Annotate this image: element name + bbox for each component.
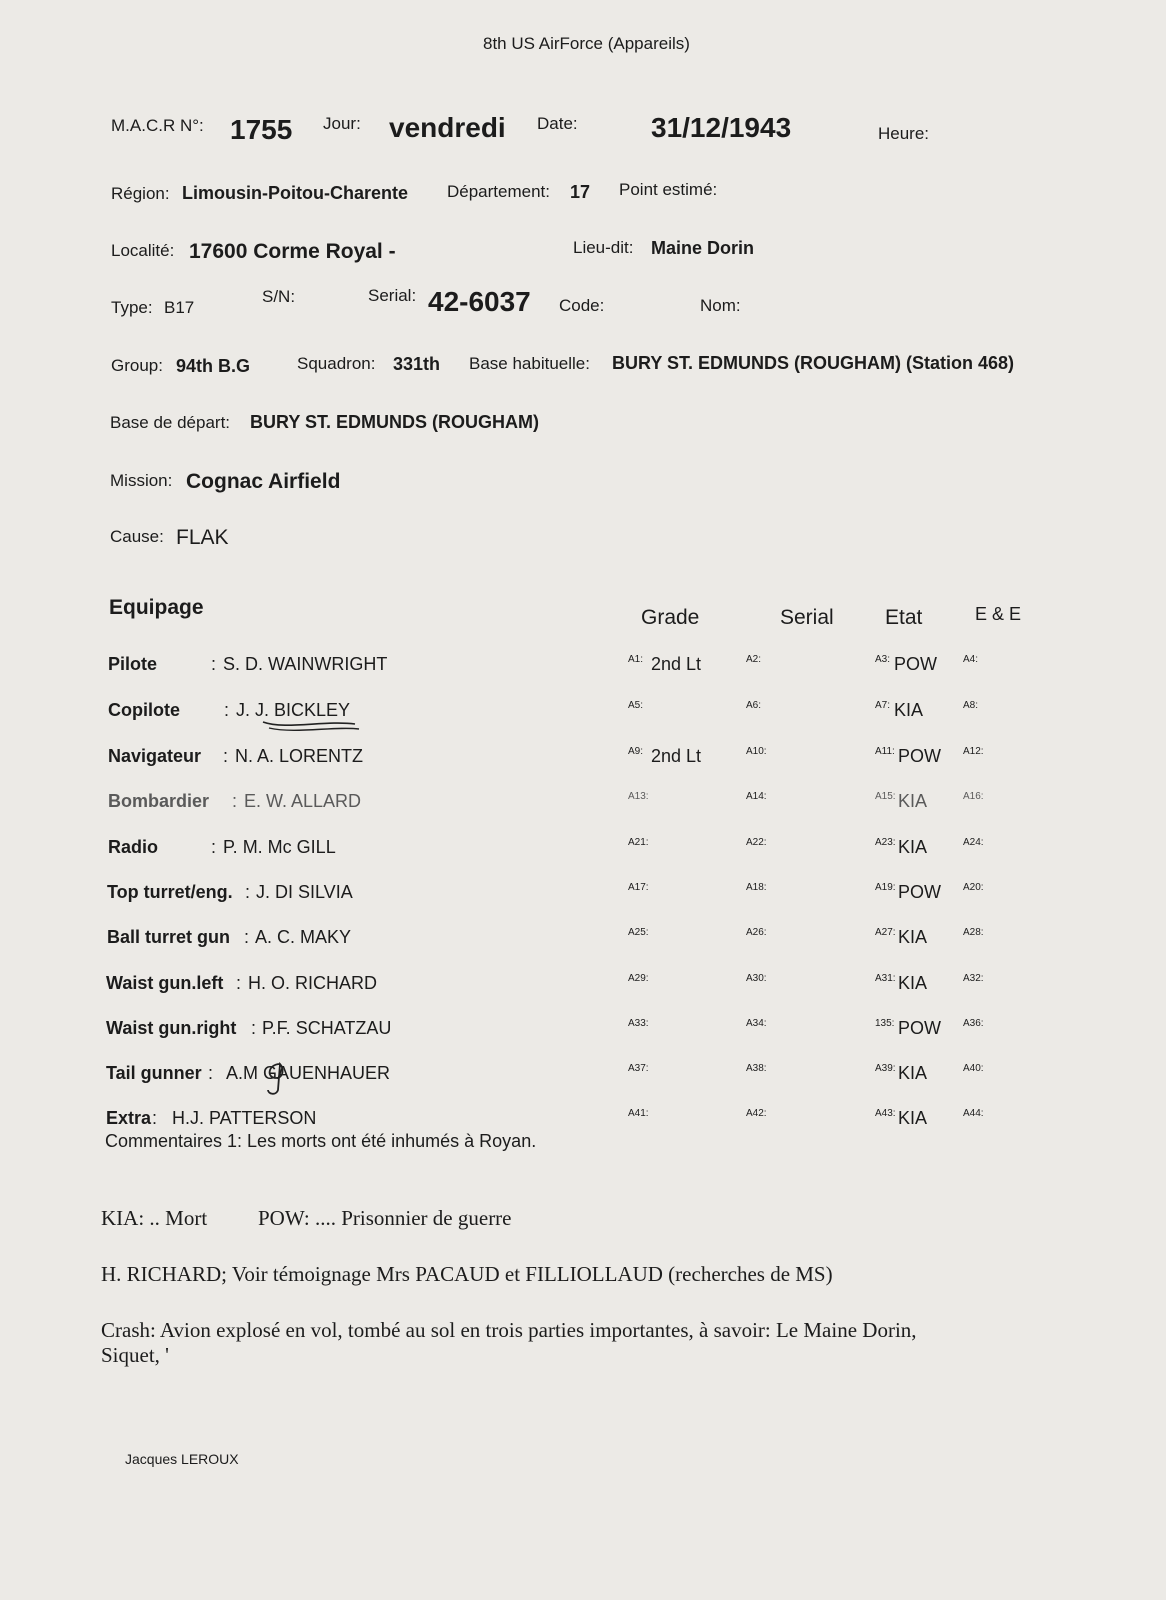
- point-estime-label: Point estimé:: [619, 180, 718, 199]
- crew-separator: :: [211, 654, 217, 674]
- crew-etat: POW: [898, 746, 941, 766]
- departement-value: 17: [570, 182, 591, 202]
- crew-code-ee: A28:: [963, 927, 984, 938]
- crew-code-grade: A9:: [628, 746, 644, 757]
- crew-name: P.F. SCHATZAU: [262, 1018, 392, 1038]
- crew-code-ee: A24:: [963, 837, 984, 848]
- crew-role: Navigateur: [108, 746, 202, 766]
- crew-role: Waist gun.left: [106, 973, 224, 993]
- crew-separator: :: [251, 1018, 257, 1038]
- localite-label: Localité:: [111, 241, 175, 260]
- localite-value: 17600 Corme Royal -: [189, 240, 396, 263]
- crew-code-serial: A10:: [746, 746, 767, 757]
- date-value: 31/12/1943: [651, 112, 792, 143]
- crew-code-serial: A6:: [746, 700, 762, 711]
- crew-name: J. DI SILVIA: [256, 882, 353, 902]
- crew-code-grade: A1:: [628, 654, 644, 665]
- base-label: Base habituelle:: [469, 354, 590, 373]
- crew-code-grade: A29:: [628, 973, 649, 984]
- document-title: 8th US AirForce (Appareils): [483, 34, 690, 53]
- crew-code-serial: A22:: [746, 837, 767, 848]
- crew-role: Waist gun.right: [106, 1018, 237, 1038]
- crew-role: Top turret/eng.: [107, 882, 233, 902]
- crew-code-etat: A23:: [875, 837, 896, 848]
- sn-label: S/N:: [262, 287, 296, 306]
- legend-kia: KIA: .. Mort: [101, 1206, 208, 1230]
- crew-code-serial: A30:: [746, 973, 767, 984]
- crew-code-serial: A26:: [746, 927, 767, 938]
- crew-separator: :: [152, 1108, 158, 1128]
- crew-role: Bombardier: [108, 791, 210, 811]
- crew-code-grade: A13:: [628, 791, 649, 802]
- crew-separator: :: [223, 746, 229, 766]
- crew-code-etat: A19:: [875, 882, 896, 893]
- crew-code-etat: A31:: [875, 973, 896, 984]
- crew-code-etat: 135:: [875, 1018, 895, 1029]
- serial-label: Serial:: [368, 286, 417, 305]
- crew-etat: POW: [894, 654, 937, 674]
- ee-column-header: E & E: [975, 604, 1022, 624]
- crew-name: P. M. Mc GILL: [223, 837, 336, 857]
- serial-column-header: Serial: [780, 606, 834, 629]
- depart-value: BURY ST. EDMUNDS (ROUGHAM): [250, 412, 540, 432]
- crew-grade: 2nd Lt: [651, 746, 702, 766]
- crew-code-etat: A39:: [875, 1063, 896, 1074]
- crew-name: H.J. PATTERSON: [172, 1108, 317, 1128]
- crew-separator: :: [232, 791, 238, 811]
- legend-pow: POW: .... Prisonnier de guerre: [258, 1206, 512, 1230]
- crew-role: Ball turret gun: [107, 927, 231, 947]
- crew-etat: KIA: [898, 1108, 928, 1128]
- crew-code-ee: A16:: [963, 791, 984, 802]
- macr-label: M.A.C.R N°:: [111, 116, 204, 135]
- crew-code-grade: A21:: [628, 837, 649, 848]
- type-value: B17: [164, 298, 195, 317]
- nom-label: Nom:: [700, 296, 741, 315]
- serial-value: 42-6037: [428, 286, 531, 317]
- crew-etat: KIA: [898, 1063, 928, 1083]
- crew-etat: KIA: [898, 791, 928, 811]
- crew-code-ee: A40:: [963, 1063, 984, 1074]
- crew-name: N. A. LORENTZ: [235, 746, 364, 766]
- crew-code-grade: A17:: [628, 882, 649, 893]
- crew-separator: :: [211, 837, 217, 857]
- crew-code-ee: A8:: [963, 700, 979, 711]
- crew-separator: :: [208, 1063, 214, 1083]
- note-richard: H. RICHARD; Voir témoignage Mrs PACAUD et FILLIOLLAUD (recherches de MS): [101, 1262, 833, 1286]
- crew-code-ee: A20:: [963, 882, 984, 893]
- group-label: Group:: [111, 356, 163, 375]
- handwritten-letter-icon: [262, 1058, 288, 1098]
- crew-role: Tail gunner: [106, 1063, 202, 1083]
- crew-separator: :: [245, 882, 251, 902]
- crew-code-ee: A4:: [963, 654, 979, 665]
- crew-code-etat: A15:: [875, 791, 896, 802]
- equipage-heading: Equipage: [109, 596, 204, 619]
- crew-name: A.M GAUENHAUER: [226, 1063, 391, 1083]
- crew-code-ee: A44:: [963, 1108, 984, 1119]
- signature-scribble-icon: [255, 700, 365, 734]
- jour-label: Jour:: [323, 114, 361, 133]
- crew-code-serial: A14:: [746, 791, 767, 802]
- squadron-value: 331th: [393, 354, 441, 374]
- crew-code-grade: A5:: [628, 700, 644, 711]
- crew-code-etat: A3:: [875, 654, 891, 665]
- note-crash: Crash: Avion explosé en vol, tombé au sol en trois parties importantes, à savoir: Le Maine Dorin,: [101, 1318, 917, 1342]
- crew-code-grade: A41:: [628, 1108, 649, 1119]
- base-value: BURY ST. EDMUNDS (ROUGHAM) (Station 468): [612, 353, 1015, 373]
- crew-role: Copilote: [108, 700, 180, 720]
- region-label: Région:: [111, 184, 170, 203]
- code-label: Code:: [559, 296, 605, 315]
- lieudit-value: Maine Dorin: [651, 238, 755, 258]
- group-value: 94th B.G: [176, 356, 251, 376]
- lieudit-label: Lieu-dit:: [573, 238, 634, 257]
- crew-code-serial: A34:: [746, 1018, 767, 1029]
- crew-code-serial: A18:: [746, 882, 767, 893]
- departement-label: Département:: [447, 182, 550, 201]
- crew-role: Radio: [108, 837, 159, 857]
- squadron-label: Squadron:: [297, 354, 376, 373]
- date-label: Date:: [537, 114, 578, 133]
- note-crash-continued: Siquet, ': [101, 1343, 169, 1367]
- crew-code-serial: A2:: [746, 654, 762, 665]
- etat-column-header: Etat: [885, 606, 923, 629]
- crew-code-etat: A27:: [875, 927, 896, 938]
- crew-code-grade: A25:: [628, 927, 649, 938]
- crew-name: H. O. RICHARD: [248, 973, 378, 993]
- depart-label: Base de départ:: [110, 413, 231, 432]
- crew-code-ee: A32:: [963, 973, 984, 984]
- crew-name: A. C. MAKY: [255, 927, 352, 947]
- heure-label: Heure:: [878, 124, 930, 143]
- comment-line: Commentaires 1: Les morts ont été inhumés à Royan.: [105, 1131, 537, 1151]
- crew-separator: :: [224, 700, 230, 720]
- crew-code-etat: A11:: [875, 746, 895, 757]
- crew-role: Extra: [106, 1108, 152, 1128]
- cause-value: FLAK: [176, 526, 229, 549]
- jour-value: vendredi: [389, 112, 506, 143]
- crew-etat: KIA: [898, 973, 928, 993]
- crew-role: Pilote: [108, 654, 158, 674]
- crew-grade: 2nd Lt: [651, 654, 702, 674]
- crew-etat: KIA: [898, 927, 928, 947]
- crew-separator: :: [236, 973, 242, 993]
- type-label: Type:: [111, 298, 153, 317]
- mission-value: Cognac Airfield: [186, 470, 341, 493]
- crew-etat: KIA: [894, 700, 924, 720]
- crew-code-etat: A7:: [875, 700, 891, 711]
- crew-name: E. W. ALLARD: [244, 791, 362, 811]
- crew-code-grade: A37:: [628, 1063, 649, 1074]
- crew-etat: POW: [898, 1018, 941, 1038]
- crew-code-grade: A33:: [628, 1018, 649, 1029]
- mission-label: Mission:: [110, 471, 173, 490]
- macr-value: 1755: [230, 114, 293, 145]
- cause-label: Cause:: [110, 527, 164, 546]
- crew-separator: :: [244, 927, 250, 947]
- crew-name: J. J. BICKLEY: [236, 700, 351, 720]
- crew-code-etat: A43:: [875, 1108, 896, 1119]
- crew-name: S. D. WAINWRIGHT: [223, 654, 388, 674]
- grade-column-header: Grade: [641, 606, 700, 629]
- author-signature: Jacques LEROUX: [125, 1451, 239, 1467]
- crew-code-serial: A42:: [746, 1108, 767, 1119]
- crew-etat: POW: [898, 882, 941, 902]
- crew-code-ee: A12:: [963, 746, 984, 757]
- crew-code-ee: A36:: [963, 1018, 984, 1029]
- crew-etat: KIA: [898, 837, 928, 857]
- region-value: Limousin-Poitou-Charente: [182, 183, 408, 203]
- crew-code-serial: A38:: [746, 1063, 767, 1074]
